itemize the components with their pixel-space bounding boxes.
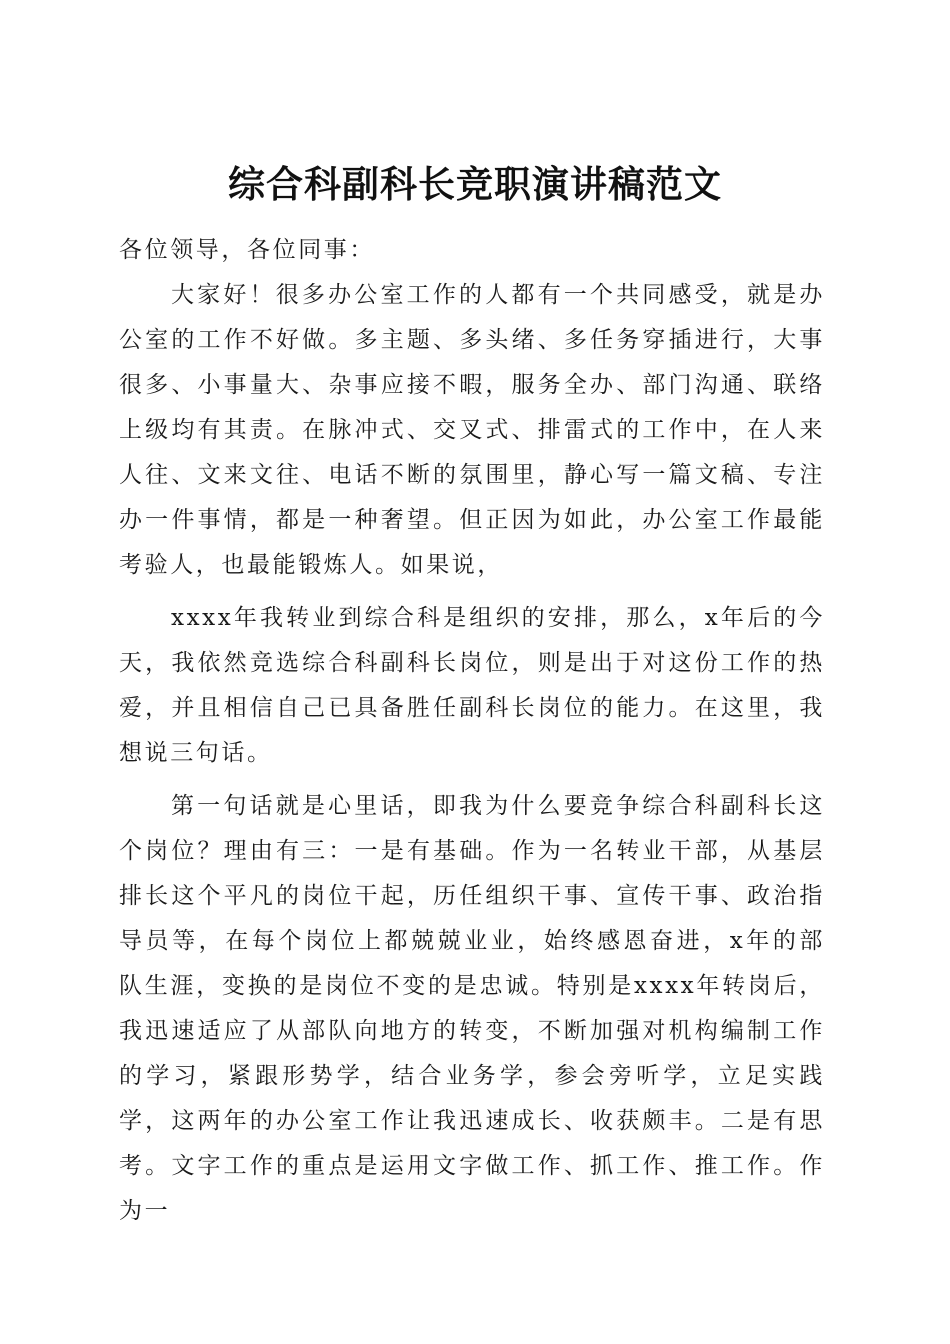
salutation: 各位领导，各位同事： [119, 237, 375, 263]
document-body [119, 228, 825, 1234]
paragraph-3: 第一句话就是心里话，即我为什么要竞争综合科副科长这个岗位？理由有三：一是有基础。作为一名转业干部，从基层排长这个平凡的岗位干起，历任组织干事、宣传干事、政治指导员等，在每个岗位上都兢兢业业，始终感恩奋进，x年的部队生涯，变换的是岗位不变的是忠诚。特别是xxxx年转岗后，我迅速适应了从部队向地方的转变，不断加强对机构编制工作的学习，紧跟形势学，结合业务学，参会旁听学，立足实践学，这两年的办公室工作让我迅速成长、收获颇丰。二是有思考。文字工作的重点是运用文字做工作、抓工作、推工作。作为一 [119, 793, 825, 1224]
paragraph-2: xxxx年我转业到综合科是组织的安排，那么，x年后的今天，我依然竞选综合科副科长岗位，则是出于对这份工作的热爱，并且相信自己已具备胜任副科长岗位的能力。在这里，我想说三句话。 [119, 605, 825, 766]
document-title: 综合科副科长竞职演讲稿范文 [228, 161, 722, 206]
paragraph-1: 大家好！很多办公室工作的人都有一个共同感受，就是办公室的工作不好做。多主题、多头绪、多任务穿插进行，大事很多、小事量大、杂事应接不暇，服务全办、部门沟通、联络上级均有其责。在脉冲式、交叉式、排雷式的工作中，在人来人往、文来文往、电话不断的氛围里，静心写一篇文稿、专注办一件事情，都是一种奢望。但正因为如此，办公室工作最能考验人，也最能锻炼人。如果说， [119, 282, 825, 578]
